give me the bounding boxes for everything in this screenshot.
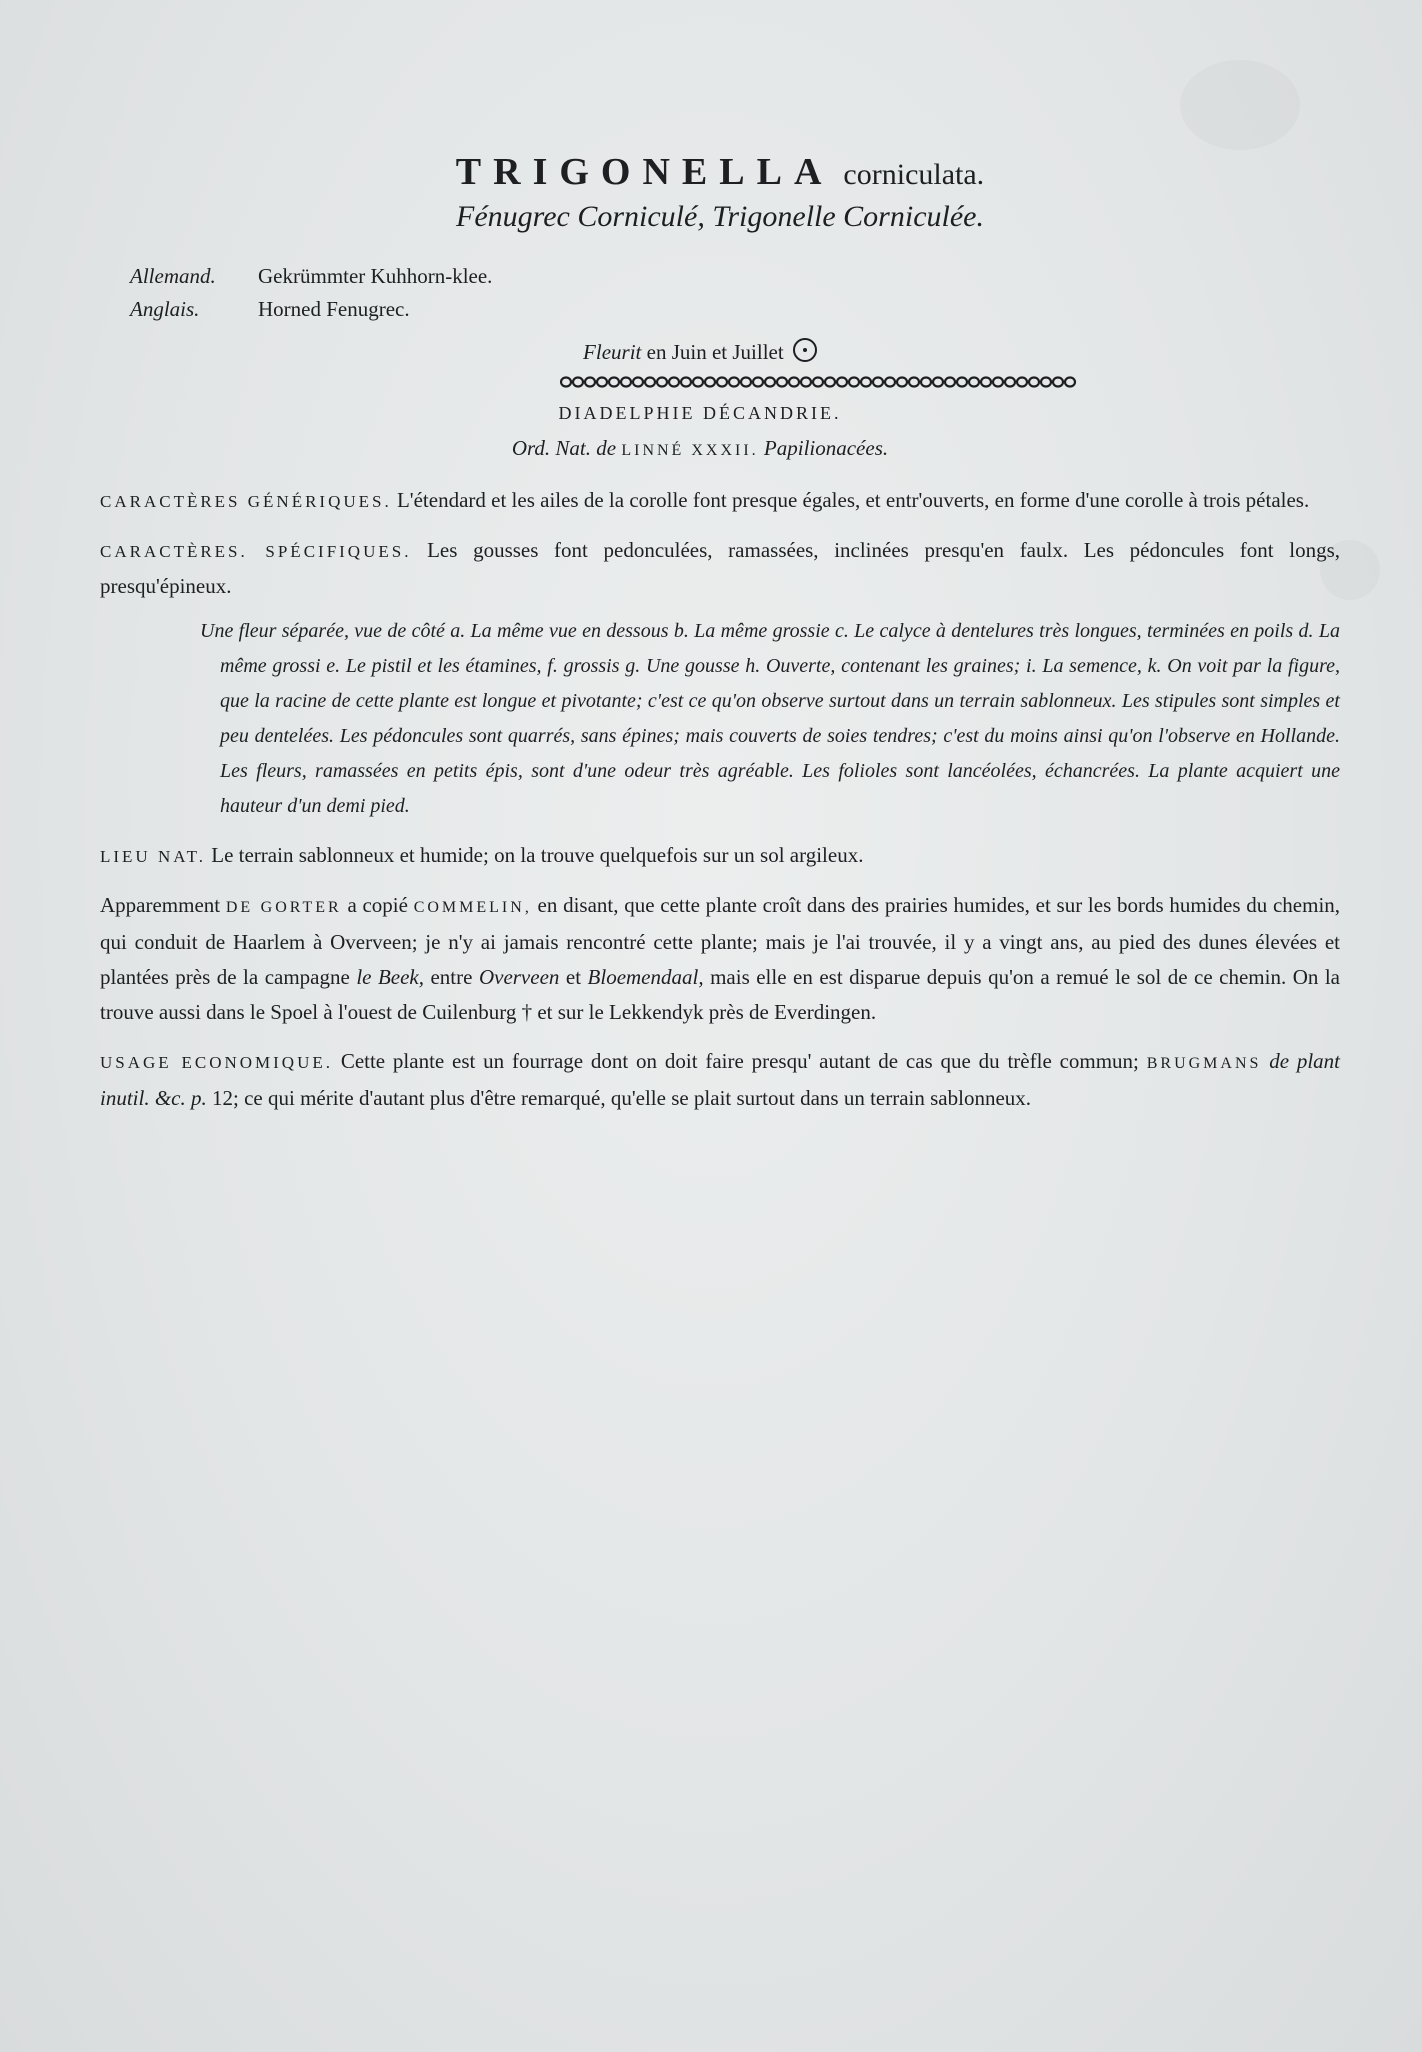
language-label: Anglais.: [130, 297, 200, 321]
vernacular-names: [100, 260, 1340, 326]
place-name: le Beek,: [356, 965, 424, 989]
paragraph-text: et: [565, 965, 582, 989]
language-label: Allemand.: [130, 264, 216, 288]
section-heading: CARACTÈRES. SPÉCIFIQUES.: [100, 542, 412, 561]
document-body: [100, 150, 1340, 1116]
french-name: Fénugrec Corniculé, Trigonelle Corniculée.: [456, 200, 984, 233]
author-name: BRUGMANS: [1146, 1055, 1262, 1072]
paragraph-text: Cette plante est un fourrage dont on doit faire presqu' autant de cas que du trèfle commun;: [340, 1049, 1139, 1073]
linnaean-class: DIADELPHIE DÉCANDRIE.: [558, 403, 842, 423]
natural-order: [180, 436, 1220, 461]
section-heading: CARACTÈRES GÉNÉRIQUES.: [100, 492, 392, 511]
vernacular-name: Gekrümmter Kuhhorn-klee.: [258, 264, 493, 288]
vernacular-row: [100, 260, 1340, 293]
section-text: L'étendard et les ailes de la corolle font presque égales, et entr'ouverts, en forme d'une corolle à trois pétales.: [396, 488, 1310, 512]
specific-characters: [100, 533, 1340, 604]
paragraph-text: a copié: [347, 893, 408, 917]
figure-description: Une fleur séparée, vue de côté a. La même vue en dessous b. La même grossie c. Le calyce à dentelures très longues, terminées en poils d. La même grossi e. Le pistil et les étamines, f. grossis g. Une gousse h. Ouverte, contenant les graines; i. La semence, k. On voit par la figure, que la racine de cette plante est longue et pivotante; c'est ce qu'on observe surtout dans un terrain sablonneux. Les stipules sont simples et peu dentelées. Les pédoncules sont quarrés, sans épines; mais couverts de soies tendres; c'est du moins ainsi qu'on l'observe en Hollande. Les fleurs, ramassées en petits épis, sont d'une odeur très agréable. Les folioles sont lancéolées, échancrées. La plante acquiert une hauteur d'un demi pied.: [200, 620, 1340, 817]
section-text: Les gousses font pedonculées, ramassées, inclinées presqu'en faulx. Les pédoncules font longs, presqu'épineux.: [100, 538, 1341, 598]
species-epithet: corniculata.: [843, 158, 985, 191]
place-name: Bloemendaal,: [587, 965, 704, 989]
citation: de plant inutil. &c. p.: [100, 1049, 1341, 1110]
citation-page: 12;: [212, 1086, 239, 1110]
generic-characters: [100, 483, 1340, 519]
order-author: LINNÉ XXXII.: [621, 442, 759, 459]
place-name: Overveen: [478, 965, 560, 989]
paper-stain: [1180, 60, 1300, 150]
paragraph-text: en disant, que cette plante croît dans des prairies humides, et sur les bords humides du chemin, qui conduit de Haarlem à Overveen; je n'y ai jamais rencontré cette plante; mais je l'ai trouvée, il y a vingt ans, au pied des dunes élevées et plantées près de la campagne: [100, 893, 1341, 989]
section-heading: USAGE ECONOMIQUE.: [100, 1053, 333, 1072]
section-text: Le terrain sablonneux et humide; on la trouve quelquefois sur un sol argileux.: [211, 843, 864, 867]
economic-usage: [100, 1044, 1340, 1116]
annual-symbol-icon: [793, 338, 817, 362]
author-name: COMMELIN,: [413, 899, 532, 916]
paragraph-text: mais elle en est disparue depuis qu'on a remué le sol de ce chemin. On la trouve aussi dans le Spoel à l'ouest de Cuilenburg † et sur le Lekkendyk près de Everdingen.: [100, 965, 1341, 1024]
flowering-text: en Juin et Juillet: [646, 340, 784, 364]
decorative-rule-icon: [560, 375, 1080, 389]
habitat-section: [100, 838, 1340, 874]
vernacular-row: [100, 293, 1340, 326]
order-family: Papilionacées.: [763, 436, 889, 460]
author-name: DE GORTER: [225, 899, 342, 916]
section-heading: LIEU NAT.: [100, 847, 206, 866]
paragraph-text: ce qui mérite d'autant plus d'être remarqué, qu'elle se plait surtout dans un terrain sablonneux.: [244, 1086, 1032, 1110]
gorter-paragraph: [100, 888, 1340, 1030]
flowering-verb: Fleurit: [583, 340, 642, 364]
flowering-period: [180, 338, 1220, 365]
order-prefix: Ord. Nat. de: [511, 436, 617, 460]
paragraph-text: Apparemment: [100, 893, 221, 917]
page-title: [200, 150, 1240, 194]
genus-name: TRIGONELLA: [455, 151, 834, 193]
vernacular-name: Horned Fenugrec.: [258, 297, 410, 321]
paragraph-text: entre: [430, 965, 473, 989]
